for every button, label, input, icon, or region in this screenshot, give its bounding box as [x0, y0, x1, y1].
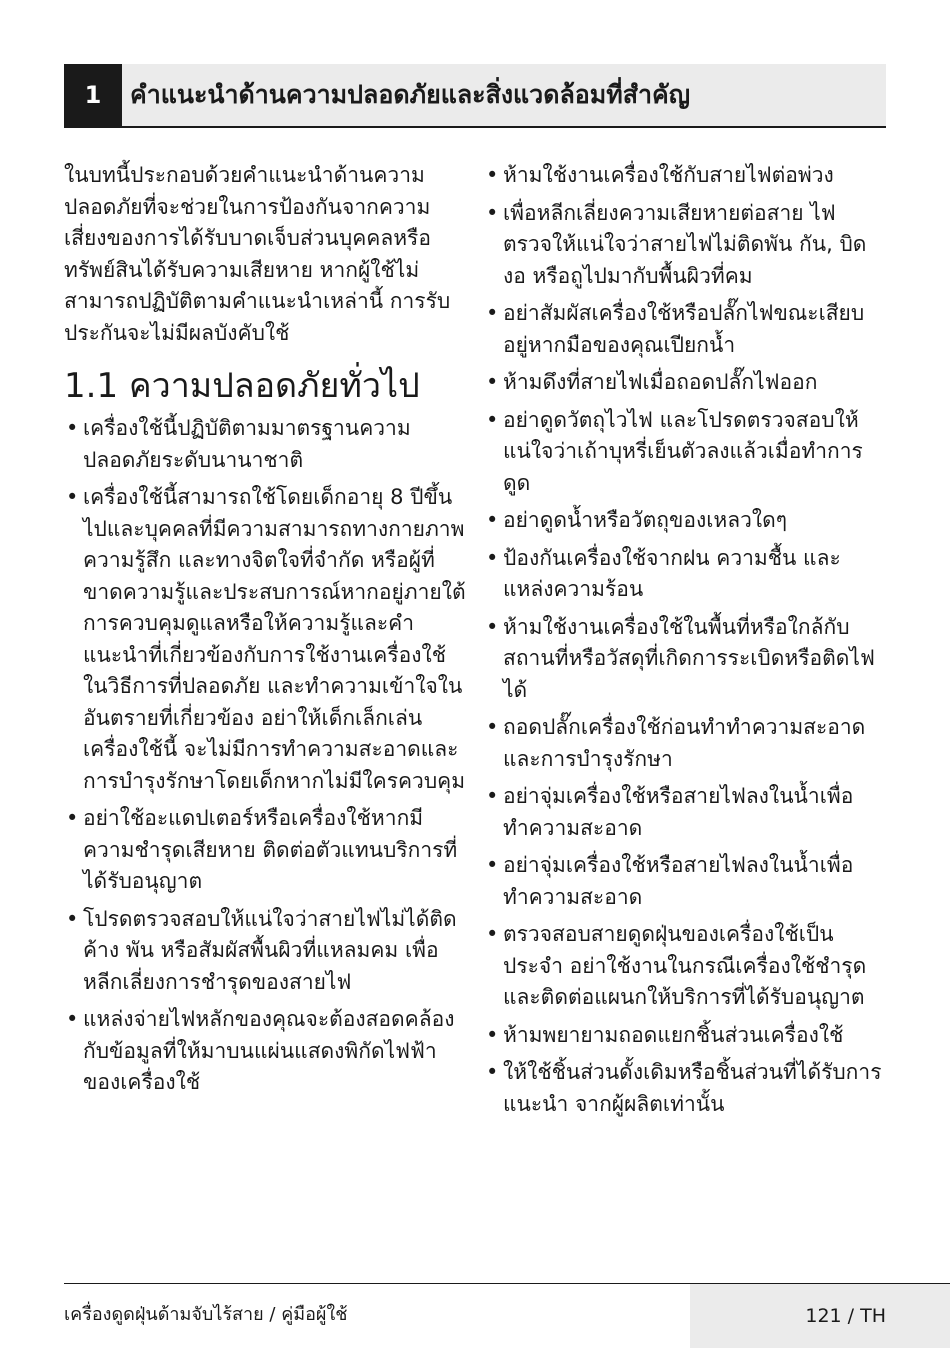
bullet-icon: •	[66, 1007, 79, 1031]
section-heading: 1.1 ความปลอดภัยทั่วไป	[64, 366, 420, 406]
chapter-number: 1	[64, 64, 122, 126]
list-item	[64, 904, 466, 999]
bullet-icon: •	[486, 853, 499, 877]
bullet-icon: •	[66, 416, 79, 440]
list-item-text: ห้ามใช้งานเครื่องใช้กับสายไฟต่อพ่วง	[503, 163, 834, 187]
footer-document-title: เครื่องดูดฝุ่นด้ามจับไร้สาย / คู่มือผู้ใช้	[64, 1304, 348, 1325]
bullet-icon: •	[486, 508, 499, 532]
list-item-text: ถอดปลั๊กเครื่องใช้ก่อนทำทำความสะอาดและการบำรุงรักษา	[503, 715, 866, 771]
bullet-icon: •	[486, 614, 499, 639]
list-item	[484, 405, 886, 500]
list-item	[484, 919, 886, 1014]
list-item	[484, 712, 886, 775]
list-item-text: ห้ามพยายามถอดแยกชิ้นส่วนเครื่องใช้	[503, 1022, 844, 1047]
list-item-text: ป้องกันเครื่องใช้จากฝน ความชื้น และแหล่งความร้อน	[503, 545, 841, 601]
list-item	[64, 413, 466, 476]
list-item-text: เพื่อหลีกเลี่ยงความเสียหายต่อสาย ไฟ ตรวจให้แน่ใจว่าสายไฟไม่ติดพัน กัน, บิดงอ หรือถูไปมากับพื้นผิวที่คม	[503, 200, 867, 288]
bullet-icon: •	[486, 301, 499, 325]
chapter-title: คำแนะนำด้านความปลอดภัยและสิ่งแวดล้อมที่สำคัญ	[130, 80, 691, 109]
list-item	[64, 803, 466, 898]
list-item	[484, 198, 886, 293]
list-item-text: ห้ามดึงที่สายไฟเมื่อถอดปลั๊กไฟออก	[503, 370, 818, 394]
list-item	[484, 612, 886, 707]
list-item-text: แหล่งจ่ายไฟหลักของคุณจะต้องสอดคล้องกับข้อมูลที่ให้มาบนแผ่นแสดงพิกัดไฟฟ้าของเครื่องใช้	[83, 1007, 455, 1094]
list-item-text: อย่าดูดน้ำหรือวัตถุของเหลวใดๆ	[503, 508, 788, 532]
bullet-icon: •	[486, 1022, 499, 1047]
bullet-icon: •	[486, 200, 499, 225]
list-item	[64, 1004, 466, 1099]
chapter-header	[64, 64, 886, 128]
bullet-icon: •	[486, 370, 499, 394]
list-item	[484, 298, 886, 361]
bullet-icon: •	[486, 715, 499, 739]
list-item-text: อย่าจุ่มเครื่องใช้หรือสายไฟลงในน้ำเพื่อทำความสะอาด	[503, 853, 854, 909]
intro-paragraph: ในบทนี้ประกอบด้วยคำแนะนำด้านความปลอดภัยที่จะช่วยในการป้องกันจากความเสี่ยงของการได้รับบาดเจ็บส่วนบุคคลหรือทรัพย์สินได้รับความเสียหาย หากผู้ใช้ไม่สามารถปฏิบัติตามคำแนะนำเหล่านี้ การรับประกันจะไม่มีผลบังคับใช้	[64, 163, 451, 345]
list-item-text: ห้ามใช้งานเครื่องใช้ในพื้นที่หรือใกล้กับสถานที่หรือวัสดุที่เกิดการระเบิดหรือติดไฟได้	[503, 614, 875, 702]
list-item	[484, 1057, 886, 1120]
list-item	[484, 543, 886, 606]
bullet-icon: •	[486, 545, 499, 570]
list-item-text: อย่าสัมผัสเครื่องใช้หรือปลั๊กไฟขณะเสียบอยู่หากมือของคุณเปียกน้ำ	[503, 301, 865, 357]
list-item-text: โปรดตรวจสอบให้แน่ใจว่าสายไฟไม่ได้ติดค้าง พัน หรือสัมผัสพื้นผิวที่แหลมคม เพื่อหลีกเลี่ยงการชำรุดของสายไฟ	[83, 906, 457, 994]
list-item-text: เครื่องใช้นี้สามารถใช้โดยเด็กอายุ 8 ปีขึ้นไปและบุคคลที่มีความสามารถทางกายภาพ ความรู้สึก และทางจิตใจที่จำกัด หรือผู้ที่ขาดความรู้และประสบการณ์หากอยู่ภายใต้การควบคุมดูแลหรือให้ความรู้และคำแนะนำที่เกี่ยวข้องกับการใช้งานเครื่องใช้ในวิธีการที่ปลอดภัย และทำความเข้าใจในอันตรายที่เกี่ยวข้อง อย่าให้เด็กเล็กเล่นเครื่องใช้นี้ จะไม่มีการทำความสะอาดและการบำรุงรักษาโดยเด็กหากไม่มีใครควบคุม	[83, 485, 466, 793]
list-item	[484, 367, 886, 399]
bullet-icon: •	[486, 1060, 499, 1084]
list-item	[484, 1020, 886, 1052]
list-item-text: ให้ใช้ชิ้นส่วนดั้งเดิมหรือชิ้นส่วนที่ได้รับการแนะนำ จากผู้ผลิตเท่านั้น	[503, 1060, 882, 1116]
bullet-icon: •	[486, 784, 499, 808]
list-item	[484, 850, 886, 913]
footer-page-number: 121 / TH	[690, 1284, 950, 1348]
right-column	[484, 160, 886, 1126]
list-item	[484, 505, 886, 537]
list-item	[484, 781, 886, 844]
list-item-text: เครื่องใช้นี้ปฏิบัติตามมาตรฐานความปลอดภัยระดับนานาชาติ	[83, 416, 411, 472]
bullet-icon: •	[66, 906, 79, 931]
bullet-icon: •	[486, 922, 499, 946]
bullet-icon: •	[66, 806, 79, 830]
bullet-icon: •	[486, 407, 499, 432]
list-item-text: ตรวจสอบสายดูดฝุ่นของเครื่องใช้เป็นประจำ อย่าใช้งานในกรณีเครื่องใช้ชำรุด และติดต่อแผนกให้บริการที่ได้รับอนุญาต	[503, 922, 867, 1009]
right-bullet-list	[484, 160, 886, 1120]
list-item	[64, 482, 466, 797]
bullet-icon: •	[66, 485, 79, 509]
list-item-text: อย่าจุ่มเครื่องใช้หรือสายไฟลงในน้ำเพื่อทำความสะอาด	[503, 784, 854, 840]
bullet-icon: •	[486, 163, 499, 187]
list-item	[484, 160, 886, 192]
left-column	[64, 160, 466, 1105]
list-item-text: อย่าใช้อะแดปเตอร์หรือเครื่องใช้หากมีความชำรุดเสียหาย ติดต่อตัวแทนบริการที่ได้รับอนุญาต	[83, 806, 458, 893]
list-item-text: อย่าดูดวัตถุไวไฟ และโปรดตรวจสอบให้แน่ใจว่าเถ้าบุหรี่เย็นตัวลงแล้วเมื่อทำการดูด	[503, 407, 863, 495]
left-bullet-list	[64, 413, 466, 1099]
